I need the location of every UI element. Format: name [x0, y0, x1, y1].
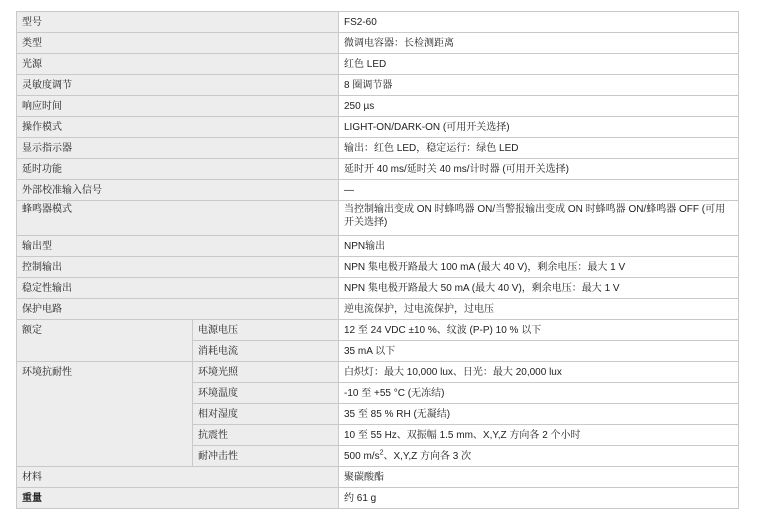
spec-value: 12 至 24 VDC ±10 %、纹波 (P-P) 10 % 以下	[339, 320, 739, 341]
spec-value: NPN输出	[339, 236, 739, 257]
spec-group-label: 环境抗耐性	[17, 362, 193, 467]
table-row	[17, 75, 739, 96]
spec-value: 约 61 g	[339, 488, 739, 509]
spec-value: 微调电容器：长检测距离	[339, 33, 739, 54]
spec-label: 控制输出	[17, 257, 339, 278]
spec-table	[16, 11, 739, 509]
spec-value: 35 mA 以下	[339, 341, 739, 362]
table-row	[17, 96, 739, 117]
shock-value-rest: 、X,Y,Z 方向各 3 次	[383, 450, 472, 462]
spec-label: 灵敏度调节	[17, 75, 339, 96]
spec-value: 10 至 55 Hz、双振幅 1.5 mm、X,Y,Z 方向各 2 个小时	[339, 425, 739, 446]
spec-sublabel: 环境温度	[193, 383, 339, 404]
table-row	[17, 236, 739, 257]
spec-label: 光源	[17, 54, 339, 75]
spec-label: 操作模式	[17, 117, 339, 138]
spec-value: —	[339, 180, 739, 201]
spec-label: 类型	[17, 33, 339, 54]
table-row	[17, 201, 739, 236]
spec-sublabel: 抗震性	[193, 425, 339, 446]
spec-label: 保护电路	[17, 299, 339, 320]
table-row	[17, 320, 739, 341]
spec-label: 重量	[17, 488, 339, 509]
table-row	[17, 278, 739, 299]
spec-label: 输出型	[17, 236, 339, 257]
spec-value: 8 圈调节器	[339, 75, 739, 96]
table-row	[17, 33, 739, 54]
spec-sublabel: 消耗电流	[193, 341, 339, 362]
spec-value	[339, 446, 739, 467]
spec-sublabel: 电源电压	[193, 320, 339, 341]
spec-value: 红色 LED	[339, 54, 739, 75]
spec-group-label: 额定	[17, 320, 193, 362]
spec-sublabel: 耐冲击性	[193, 446, 339, 467]
spec-value: 35 至 85 % RH (无凝结)	[339, 404, 739, 425]
table-row	[17, 117, 739, 138]
table-row	[17, 159, 739, 180]
spec-value: 白炽灯：最大 10,000 lux、日光：最大 20,000 lux	[339, 362, 739, 383]
table-row	[17, 488, 739, 509]
table-row	[17, 467, 739, 488]
spec-value: NPN 集电极开路最大 50 mA (最大 40 V)，剩余电压：最大 1 V	[339, 278, 739, 299]
spec-label: 显示指示器	[17, 138, 339, 159]
spec-value: NPN 集电极开路最大 100 mA (最大 40 V)，剩余电压：最大 1 V	[339, 257, 739, 278]
spec-value: 250 µs	[339, 96, 739, 117]
spec-label: 响应时间	[17, 96, 339, 117]
spec-label: 型号	[17, 12, 339, 33]
spec-label: 外部校准输入信号	[17, 180, 339, 201]
table-row	[17, 362, 739, 383]
spec-value: LIGHT-ON/DARK-ON (可用开关选择)	[339, 117, 739, 138]
spec-label: 材料	[17, 467, 339, 488]
table-row	[17, 180, 739, 201]
table-row	[17, 54, 739, 75]
spec-label: 蜂鸣器模式	[17, 201, 339, 236]
shock-value-main: 500 m/s	[344, 450, 380, 462]
spec-sublabel: 相对湿度	[193, 404, 339, 425]
spec-value: 输出：红色 LED，稳定运行：绿色 LED	[339, 138, 739, 159]
spec-value: FS2-60	[339, 12, 739, 33]
spec-label: 延时功能	[17, 159, 339, 180]
spec-label: 稳定性输出	[17, 278, 339, 299]
spec-sublabel: 环境光照	[193, 362, 339, 383]
spec-value: -10 至 +55 °C (无冻结)	[339, 383, 739, 404]
table-row	[17, 12, 739, 33]
table-row	[17, 299, 739, 320]
table-row	[17, 257, 739, 278]
spec-value: 当控制输出变成 ON 时蜂鸣器 ON/当警报输出变成 ON 时蜂鸣器 ON/蜂鸣器 OFF (可用开关选择)	[339, 201, 739, 236]
spec-value: 延时开 40 ms/延时关 40 ms/计时器 (可用开关选择)	[339, 159, 739, 180]
spec-value: 逆电流保护，过电流保护，过电压	[339, 299, 739, 320]
table-row	[17, 138, 739, 159]
shock-value-exponent: 2	[379, 449, 384, 457]
spec-value: 聚碳酸酯	[339, 467, 739, 488]
